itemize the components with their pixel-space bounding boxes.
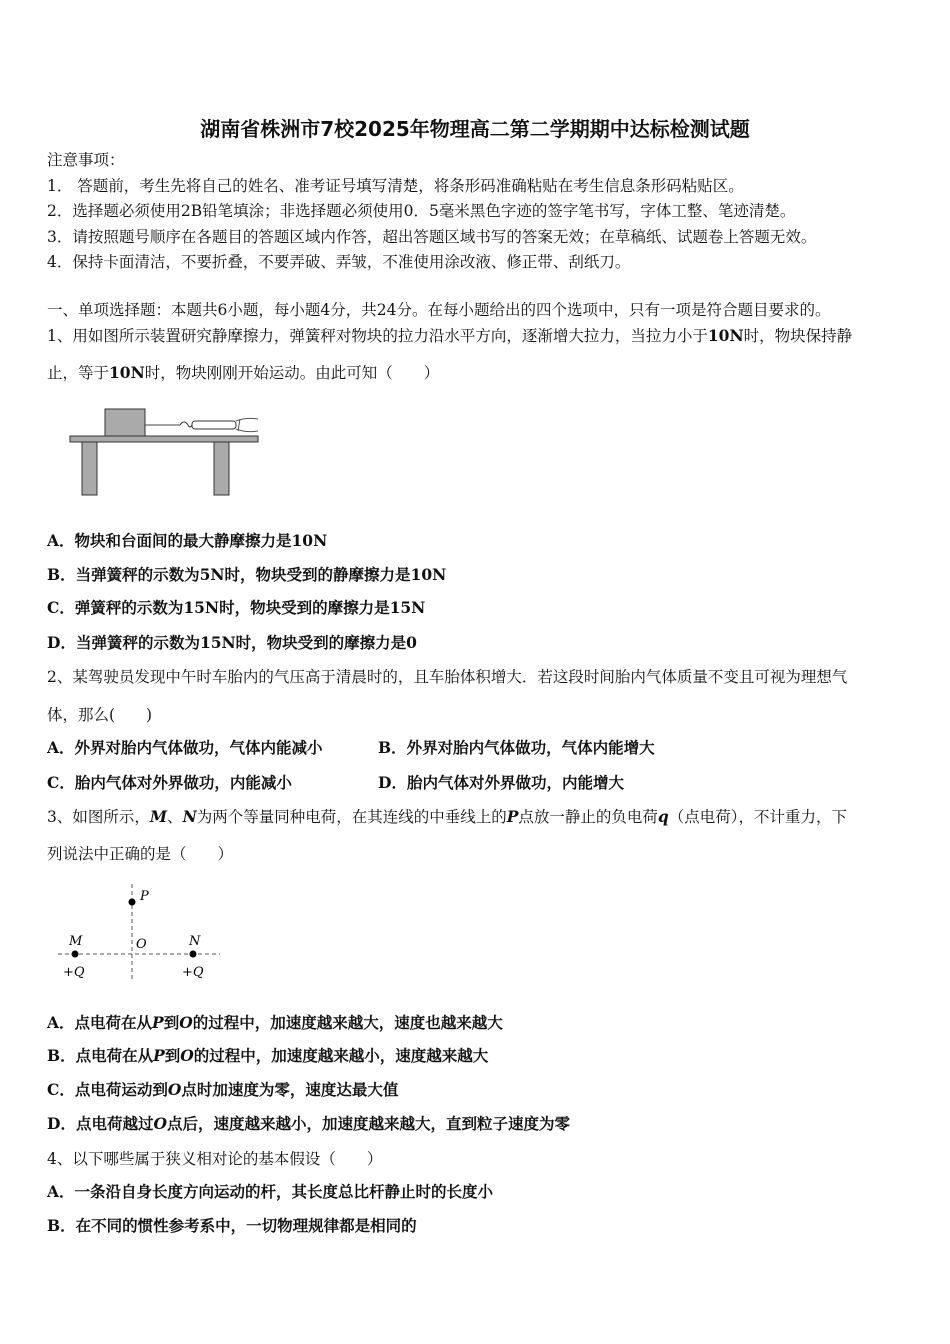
charges-figure: [55, 882, 225, 982]
text: 点后，速度越来越小，加速度越来越大，直到粒子速度为零: [166, 1114, 570, 1133]
text: 到: [163, 1013, 180, 1032]
friction-apparatus-figure: [68, 405, 268, 497]
var: P: [152, 1013, 164, 1032]
var: O: [180, 1046, 194, 1065]
notice-item: 1． 答题前，考生先将自己的姓名、准考证号填写清楚，将条形码准确粘贴在考生信息条形码粘贴区。: [47, 177, 744, 195]
section-heading: 一、单项选择题：本题共6小题，每小题4分，共24分。在每小题给出的四个选项中，只有一项是符合题目要求的。: [47, 301, 831, 319]
text: 到: [164, 1046, 181, 1065]
var: O: [179, 1013, 193, 1032]
q2-option-b: B．外界对胎内气体做功，气体内能增大: [378, 738, 655, 757]
q3-option-b: [47, 1046, 488, 1066]
q1-option-a: A．物块和台面间的最大静摩擦力是10N: [47, 531, 328, 550]
q1-option-b: B．当弹簧秤的示数为5N时，物块受到的静摩擦力是10N: [47, 565, 447, 584]
var: q: [657, 807, 669, 826]
label-m: M: [69, 934, 83, 949]
text: 10N: [109, 363, 145, 382]
text: 时，物块刚刚开始运动。由此可知（ ）: [144, 364, 440, 382]
q4-option-a: A．一条沿自身长度方向运动的杆，其长度总比杆静止时的长度小: [47, 1182, 494, 1201]
q2-option-d: D．胎内气体对外界做功，内能增大: [378, 773, 624, 792]
text: 点时加速度为零，速度达最大值: [181, 1080, 399, 1099]
q3-option-d: [47, 1114, 570, 1134]
text: 为两个等量同种电荷，在其连线的中垂线上的: [196, 808, 507, 826]
label-charge-m: +Q: [63, 965, 85, 980]
page-title: 湖南省株洲市7校2025年物理高二第二学期期中达标检测试题: [200, 117, 750, 141]
q3-option-a: [47, 1013, 503, 1033]
text: 的过程中，加速度越来越小，速度越来越大: [193, 1046, 489, 1065]
label-p: P: [140, 889, 149, 904]
text: 、: [167, 808, 183, 826]
q2-stem-line2: 体，那么( ): [47, 706, 153, 724]
q1-stem-line1: [47, 326, 852, 346]
var: P: [506, 807, 519, 826]
q1-option-c: C．弹簧秤的示数为15N时，物块受到的摩擦力是15N: [47, 598, 426, 617]
text: （点电荷），不计重力，下: [668, 808, 848, 826]
text: 时，物块保持静: [743, 327, 853, 345]
q1-option-d: D．当弹簧秤的示数为15N时，物块受到的摩擦力是0: [47, 633, 417, 652]
label-charge-n: +Q: [182, 965, 204, 980]
q3-stem-line1: [47, 807, 847, 827]
text: 3、如图所示，: [47, 808, 150, 826]
q4-option-b: B．在不同的惯性参考系中，一切物理规律都是相同的: [47, 1216, 417, 1235]
q2-option-a: A．外界对胎内气体做功，气体内能减小: [47, 738, 323, 757]
var: O: [167, 1080, 182, 1099]
text: C．点电荷运动到: [47, 1080, 168, 1099]
var: M: [149, 807, 168, 826]
var: O: [153, 1114, 167, 1133]
text: D．点电荷越过: [47, 1114, 154, 1133]
q2-stem-line1: 2、某驾驶员发现中午时车胎内的气压高于清晨时的，且车胎体积增大．若这段时间胎内气体质量不变且可视为理想气: [47, 668, 848, 686]
notice-header: 注意事项：: [47, 151, 125, 169]
label-n: N: [189, 934, 201, 949]
q1-stem-line2: [47, 363, 439, 383]
text: 10N: [707, 326, 744, 345]
text: 点放一静止的负电荷: [518, 808, 658, 826]
notice-item: 3．请按照题号顺序在各题目的答题区域内作答，超出答题区域书写的答案无效；在草稿纸、试题卷上答题无效。: [47, 228, 817, 246]
text: 的过程中，加速度越来越大，速度也越来越大: [192, 1013, 503, 1032]
text: B．点电荷在从: [47, 1046, 154, 1065]
q3-option-c: [47, 1080, 398, 1100]
text: 止，等于: [47, 364, 110, 382]
text: A．点电荷在从: [47, 1013, 153, 1032]
var: P: [153, 1046, 165, 1065]
q4-stem: 4、以下哪些属于狭义相对论的基本假设（ ）: [47, 1150, 383, 1168]
notice-item: 2．选择题必须使用2B铅笔填涂；非选择题必须使用0．5毫米黑色字迹的签字笔书写，字体工整、笔迹清楚。: [47, 202, 796, 220]
notice-item: 4．保持卡面清洁，不要折叠，不要弄破、弄皱，不准使用涂改液、修正带、刮纸刀。: [47, 253, 631, 271]
var: N: [182, 807, 197, 826]
q3-stem-line2: 列说法中正确的是（ ）: [47, 845, 234, 863]
label-o: O: [136, 937, 147, 952]
q2-option-c: C．胎内气体对外界做功，内能减小: [47, 773, 292, 792]
text: 1、用如图所示装置研究静摩擦力，弹簧秤对物块的拉力沿水平方向，逐渐增大拉力，当拉力小于: [47, 327, 708, 345]
